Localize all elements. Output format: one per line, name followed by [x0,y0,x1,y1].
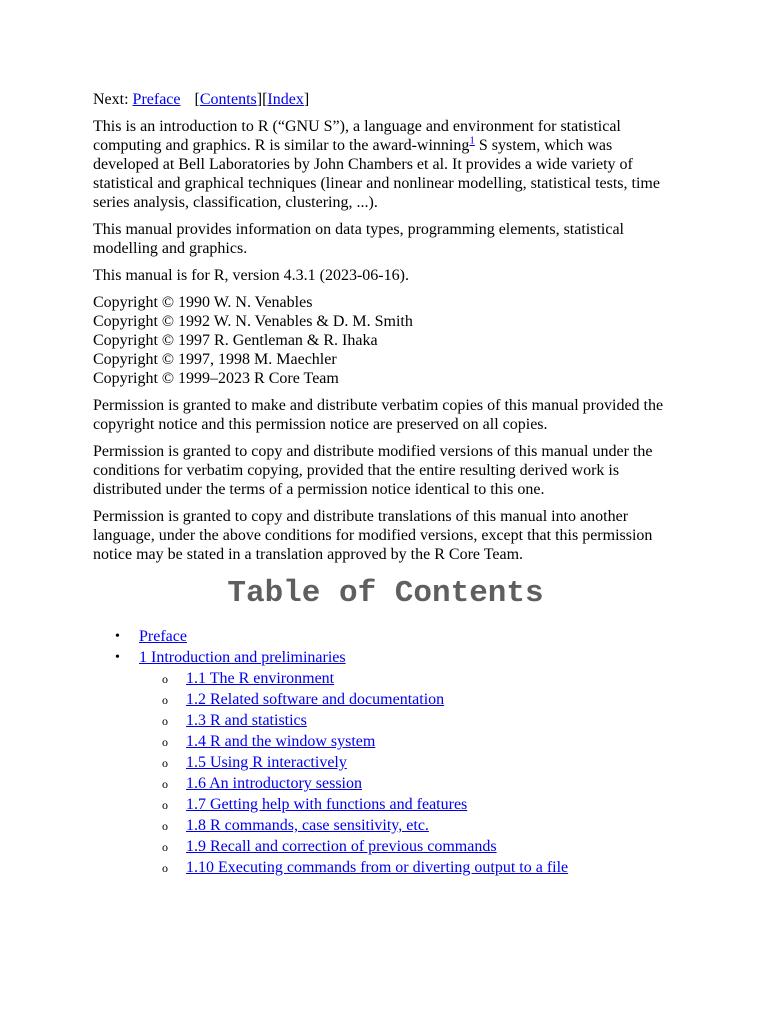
bracket-open: [ [194,91,200,108]
toc-link-1-4[interactable]: 1.4 R and the window system [186,733,376,750]
circle-bullet-icon: o [162,777,168,791]
toc-link-1-1[interactable]: 1.1 The R environment [186,670,335,687]
toc-subitem [139,857,678,878]
toc-subitem [139,773,678,794]
copyright-line: Copyright © 1997 R. Gentleman & R. Ihaka [93,332,378,349]
next-link-preface[interactable]: Preface [132,91,181,108]
circle-bullet-icon: o [162,798,168,812]
circle-bullet-icon: o [162,861,168,875]
bullet-icon: • [115,650,120,665]
copyright-block [93,293,678,388]
permission-paragraph-translations: Permission is granted to copy and distribute translations of this manual into another language, under the above conditions for modified versions, except that this permission notice may be stated in a translation approved by the R Core Team. [93,508,653,563]
toc-link-introduction[interactable]: 1 Introduction and preliminaries [139,649,346,666]
bullet-icon: • [115,629,120,644]
manual-description-paragraph: This manual provides information on data types, programming elements, statistical modelling and graphics. [93,221,624,257]
circle-bullet-icon: o [162,714,168,728]
index-link[interactable]: Index [267,91,304,108]
copyright-line: Copyright © 1990 W. N. Venables [93,294,313,311]
next-label: Next: [93,91,129,108]
toc-subitem [139,752,678,773]
intro-paragraph [93,117,678,212]
toc-list [93,626,678,878]
footnote-link[interactable]: 1 [469,134,475,147]
toc-subitem [139,731,678,752]
permission-paragraph-modified: Permission is granted to copy and distribute modified versions of this manual under the conditions for verbatim copying, provided that the entire resulting derived work is distributed under the terms of a permission notice identical to this one. [93,443,653,498]
toc-subitem [139,689,678,710]
top-navigation [93,90,678,109]
intro-text-part1: This is an introduction to R (“GNU S”), a language and environment for statistical computing and graphics. R is similar to the award-winning [93,118,621,154]
toc-subitem [139,815,678,836]
toc-item [93,647,678,878]
circle-bullet-icon: o [162,819,168,833]
circle-bullet-icon: o [162,756,168,770]
document-page [93,90,678,878]
bracket-mid: ][ [256,91,268,108]
circle-bullet-icon: o [162,840,168,854]
toc-link-preface[interactable]: Preface [139,628,187,645]
circle-bullet-icon: o [162,735,168,749]
toc-link-1-9[interactable]: 1.9 Recall and correction of previous commands [186,838,497,855]
copyright-line: Copyright © 1997, 1998 M. Maechler [93,351,337,368]
copyright-line: Copyright © 1999–2023 R Core Team [93,370,339,387]
toc-link-1-3[interactable]: 1.3 R and statistics [186,712,307,729]
circle-bullet-icon: o [162,693,168,707]
toc-subitem [139,668,678,689]
contents-link[interactable]: Contents [199,91,257,108]
toc-link-1-8[interactable]: 1.8 R commands, case sensitivity, etc. [186,817,429,834]
circle-bullet-icon: o [162,672,168,686]
toc-sublist [139,668,678,878]
toc-link-1-5[interactable]: 1.5 Using R interactively [186,754,347,771]
version-paragraph: This manual is for R, version 4.3.1 (2023-06-16). [93,267,409,284]
toc-heading: Table of Contents [227,576,544,611]
toc-link-1-10[interactable]: 1.10 Executing commands from or diverting output to a file [186,859,569,876]
toc-link-1-7[interactable]: 1.7 Getting help with functions and features [186,796,468,813]
permission-paragraph-verbatim: Permission is granted to make and distribute verbatim copies of this manual provided the copyright notice and this permission notice are preserved on all copies. [93,397,664,433]
toc-subitem [139,710,678,731]
toc-link-1-2[interactable]: 1.2 Related software and documentation [186,691,445,708]
toc-subitem [139,794,678,815]
intro-text-part2: S system, which was developed at Bell Laboratories by John Chambers et al. It provides a wide variety of statistical and graphical techniques (linear and nonlinear modelling, statistical tests, time series analysis, classification, clustering, ...). [93,137,660,211]
copyright-line: Copyright © 1992 W. N. Venables & D. M. Smith [93,313,413,330]
bracket-close: ] [303,91,310,108]
toc-subitem [139,836,678,857]
toc-link-1-6[interactable]: 1.6 An introductory session [186,775,362,792]
toc-item [93,626,678,647]
